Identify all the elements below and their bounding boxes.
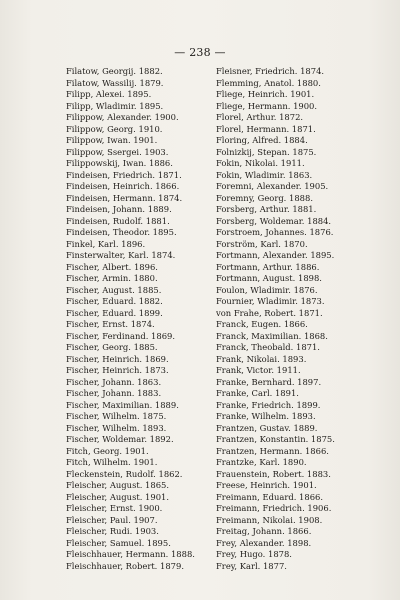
name-entry: Fischer, Eduard. 1882. [66, 296, 163, 306]
name-entry: Findeisen, Friedrich. 1871. [66, 169, 182, 180]
name-entry: Folnizkij, Stepan. 1875. [216, 146, 317, 157]
name-entry: Fischer, Armin. 1880. [66, 273, 158, 283]
name-entry: Findeisen, Hermann. 1874. [66, 192, 183, 203]
right-column [216, 66, 366, 572]
name-entry: Florel, Arthur. 1872. [216, 112, 304, 122]
name-entry: Frey, Hugo. 1878. [216, 549, 292, 559]
name-entry: Frantzen, Gustav. 1889. [216, 422, 318, 433]
name-entry: Freimann, Eduard. 1866. [216, 491, 324, 502]
name-entry: Fischer, August. 1885. [66, 284, 162, 295]
name-entry: Franck, Eugen. 1866. [216, 319, 308, 329]
name-entry: Fortmann, Arthur. 1886. [216, 261, 320, 272]
name-entry: Filippow, Georg. 1910. [66, 123, 163, 134]
name-entry: Freese, Heinrich. 1901. [216, 480, 317, 490]
name-entry: Fleischer, Rudi. 1903. [66, 526, 159, 536]
name-entry: Frank, Victor. 1911. [216, 365, 301, 375]
name-entry: Foremny, Georg. 1888. [216, 192, 313, 203]
name-entry: Fortmann, Alexander. 1895. [216, 250, 335, 260]
name-entry: Findeisen, Heinrich. 1866. [66, 181, 180, 191]
name-entry: Findeisen, Theodor. 1895. [66, 227, 177, 237]
name-entry: Fokin, Wladimir. 1863. [216, 169, 313, 180]
name-entry: Fleisner, Friedrich. 1874. [216, 66, 325, 76]
name-entry: Franck, Theobald. 1871. [216, 342, 320, 352]
name-entry: Filipp, Wladimir. 1895. [66, 100, 164, 111]
name-entry: Fleischer, Ernst. 1900. [66, 503, 163, 513]
name-entry: Freimann, Friedrich. 1906. [216, 503, 332, 513]
name-entry: Franke, Carl. 1891. [216, 388, 299, 398]
name-entry: Forsberg, Woldemar. 1884. [216, 215, 332, 226]
name-entry: Frey, Karl. 1877. [216, 560, 287, 571]
name-entry: Frantzen, Konstantin. 1875. [216, 434, 335, 444]
name-entry: Findeisen, Johann. 1889. [66, 204, 172, 214]
name-entry: Fleischer, August. 1865. [66, 480, 170, 490]
name-entry: Fischer, Georg. 1885. [66, 342, 158, 352]
name-entry: Fischer, Maximilian. 1889. [66, 399, 179, 410]
name-entry: Fitch, Georg. 1901. [66, 445, 149, 456]
name-entry: Fischer, Johann. 1883. [66, 388, 162, 398]
name-entry: Floring, Alfred. 1884. [216, 135, 308, 145]
name-entry: Forsberg, Arthur. 1881. [216, 204, 317, 214]
name-entry: Fleckenstein, Rudolf. 1862. [66, 468, 183, 479]
name-entry: Fischer, Heinrich. 1869. [66, 353, 169, 364]
name-entry: Finkel, Karl. 1896. [66, 238, 146, 249]
name-entry: Franke, Wilhelm. 1893. [216, 411, 316, 421]
name-entry: Franck, Maximilian. 1868. [216, 330, 328, 341]
name-entry: Frauenstein, Robert. 1883. [216, 468, 331, 479]
name-entry: Fortmann, August. 1898. [216, 273, 322, 283]
name-entry: Fischer, Ernst. 1874. [66, 319, 155, 329]
name-entry: Filippow, Iwan. 1901. [66, 135, 158, 145]
name-entry: Frank, Nikolai. 1893. [216, 353, 307, 364]
name-entry: Fleischer, August. 1901. [66, 491, 170, 502]
name-entry: Fischer, Woldemar. 1892. [66, 434, 174, 444]
name-entry: Fokin, Nikolai. 1911. [216, 158, 305, 168]
name-entry: Fournier, Wladimir. 1873. [216, 296, 325, 306]
name-entry: von Frahe, Robert. 1871. [216, 307, 323, 318]
name-entry: Fleischer, Paul. 1907. [66, 514, 158, 525]
name-entry: Franke, Bernhard. 1897. [216, 376, 322, 387]
name-entry: Forstroem, Johannes. 1876. [216, 227, 334, 237]
name-entry: Freimann, Nikolai. 1908. [216, 514, 323, 525]
name-entry: Frantzen, Hermann. 1866. [216, 445, 329, 456]
name-entry: Filatow, Georgij. 1882. [66, 66, 163, 76]
name-entry: Frantzke, Karl. 1890. [216, 457, 307, 467]
name-entry: Foulon, Wladimir. 1876. [216, 284, 318, 295]
name-entry: Forström, Karl. 1870. [216, 238, 308, 249]
name-entry: Fischer, Eduard. 1899. [66, 307, 163, 318]
name-entry: Fliege, Heinrich. 1901. [216, 89, 315, 99]
name-entry: Fischer, Albert. 1896. [66, 261, 158, 272]
name-entry: Finsterwalter, Karl. 1874. [66, 250, 176, 260]
name-entry: Filipp, Alexei. 1895. [66, 89, 152, 99]
name-entry: Fischer, Heinrich. 1873. [66, 365, 169, 375]
name-entry: Filippowskij, Iwan. 1886. [66, 158, 173, 168]
name-entry: Fischer, Wilhelm. 1875. [66, 411, 167, 421]
name-entry: Foremni, Alexander. 1905. [216, 181, 329, 191]
name-entry: Frey, Alexander. 1898. [216, 537, 312, 548]
name-entry: Filatow, Wassilij. 1879. [66, 77, 164, 88]
page-number: — 238 — [174, 46, 226, 59]
name-entry: Fischer, Johann. 1863. [66, 376, 162, 387]
name-entry: Fleischhauer, Robert. 1879. [66, 560, 184, 571]
name-entry: Fischer, Ferdinand. 1869. [66, 330, 176, 341]
name-entry: Florel, Hermann. 1871. [216, 123, 316, 134]
name-entry: Findeisen, Rudolf. 1881. [66, 215, 170, 226]
name-entry: Filippow, Alexander. 1900. [66, 112, 179, 122]
name-entry: Freitag, Johann. 1866. [216, 526, 312, 536]
name-entry: Flemming, Anatol. 1880. [216, 77, 321, 88]
name-entry: Filippow, Ssergei. 1903. [66, 146, 169, 157]
name-entry: Fleischhauer, Hermann. 1888. [66, 549, 195, 559]
name-entry: Fleischer, Samuel. 1895. [66, 537, 171, 548]
name-entry: Fischer, Wilhelm. 1893. [66, 422, 167, 433]
name-entry: Fliege, Hermann. 1900. [216, 100, 318, 111]
name-entry: Franke, Friedrich. 1899. [216, 399, 321, 410]
name-entry: Fitch, Wilhelm. 1901. [66, 457, 158, 467]
left-column [66, 66, 216, 572]
